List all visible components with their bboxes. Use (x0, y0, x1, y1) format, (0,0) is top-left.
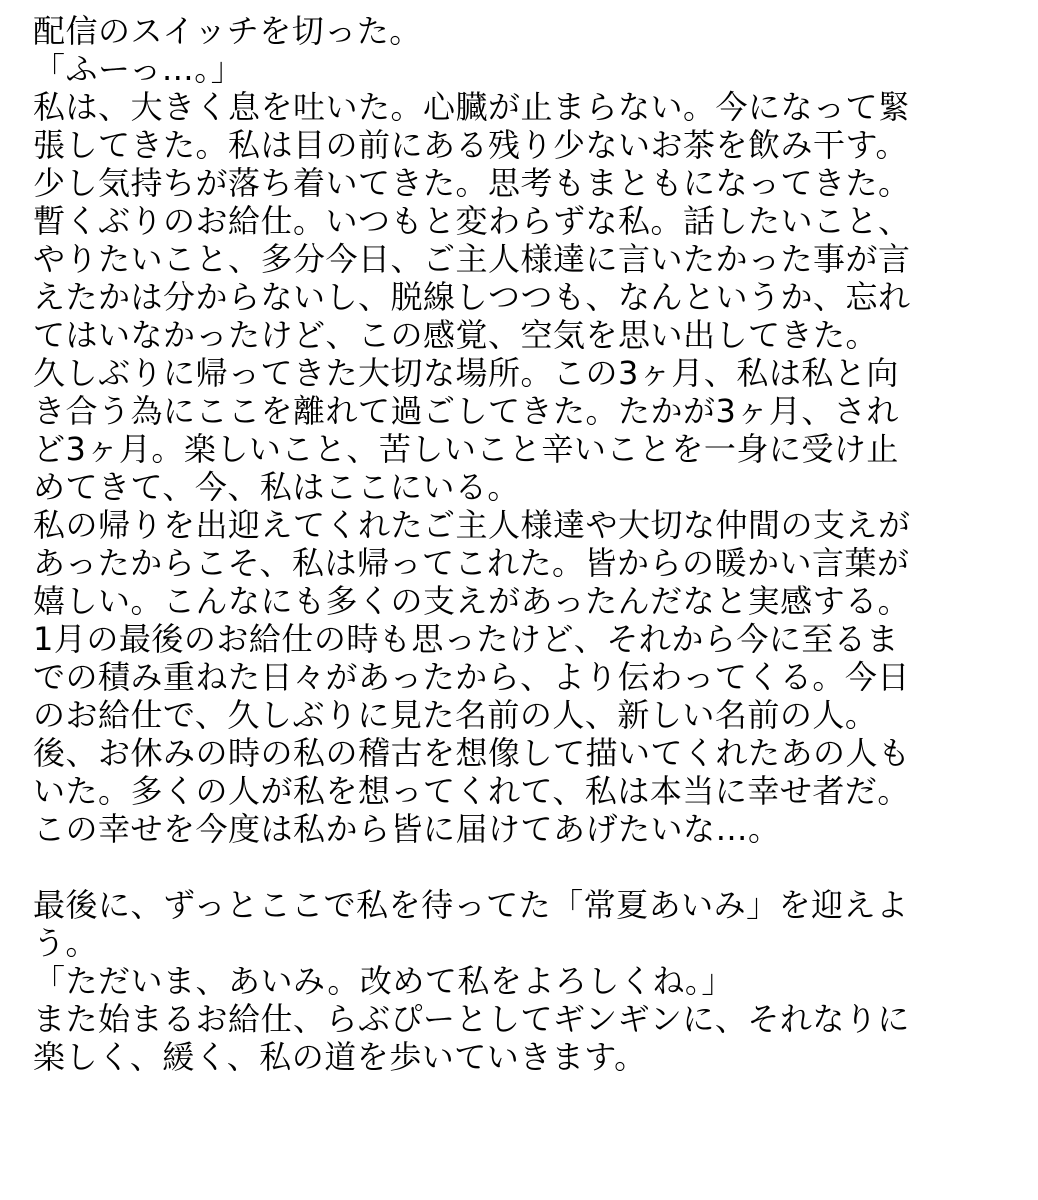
text-line: この幸せを今度は私から皆に届けてあげたいな…。 (33, 810, 781, 848)
text-line: き合う為にここを離れて過ごしてきた。たかが3ヶ月、され (33, 392, 899, 430)
text-line: また始まるお給仕、らぶぴーとしてギンギンに、それなりに (33, 1000, 910, 1038)
text-line: 久しぶりに帰ってきた大切な場所。この3ヶ月、私は私と向 (33, 354, 899, 392)
text-line: のお給仕で、久しぶりに見た名前の人、新しい名前の人。 (33, 696, 878, 734)
text-line: 私の帰りを出迎えてくれたご主人様達や大切な仲間の支えが (33, 506, 911, 544)
text-line: ど3ヶ月。楽しいこと、苦しいこと辛いことを一身に受け止 (33, 430, 899, 468)
text-line: 最後に、ずっとここで私を待ってた「常夏あいみ」を迎えよ (33, 886, 909, 924)
text-line: やりたいこと、多分今日、ご主人様達に言いたかった事が言 (33, 240, 911, 278)
text-line: めてきて、今、私はここにいる。 (33, 468, 520, 506)
text-line: えたかは分からないし、脱線しつつも、なんというか、忘れ (33, 278, 911, 316)
text-line: 私は、大きく息を吐いた。心臓が止まらない。今になって緊 (33, 88, 911, 126)
text-line: 「ふーっ…。」 (33, 50, 244, 88)
text-line: いた。多くの人が私を想ってくれて、私は本当に幸せ者だ。 (33, 772, 910, 810)
text-line: 配信のスイッチを切った。 (33, 12, 422, 50)
text-line: てはいなかったけど、この感覚、空気を思い出してきた。 (33, 316, 879, 354)
text-line: 後、お休みの時の私の稽古を想像して描いてくれたあの人も (33, 734, 911, 772)
blank-line (33, 848, 1033, 886)
text-line: 張してきた。私は目の前にある残り少ないお茶を飲み干す。 (33, 126, 908, 164)
text-line: 暫くぶりのお給仕。いつもと変わらずな私。話したいこと、 (33, 202, 911, 240)
text-line: 少し気持ちが落ち着いてきた。思考もまともになってきた。 (33, 164, 911, 202)
text-line: 「ただいま、あいみ。改めて私をよろしくね。」 (33, 962, 734, 1000)
text-line: 楽しく、緩く、私の道を歩いていきます。 (33, 1038, 647, 1076)
text-line: 1月の最後のお給仕の時も思ったけど、それから今に至るま (33, 620, 899, 658)
text-line: での積み重ねた日々があったから、より伝わってくる。今日 (33, 658, 910, 696)
text-line: あったからこそ、私は帰ってこれた。皆からの暖かい言葉が (33, 544, 910, 582)
text-line: 嬉しい。こんなにも多くの支えがあったんだなと実感する。 (33, 582, 911, 620)
document-body (33, 12, 1033, 1076)
text-line: う。 (33, 924, 99, 962)
